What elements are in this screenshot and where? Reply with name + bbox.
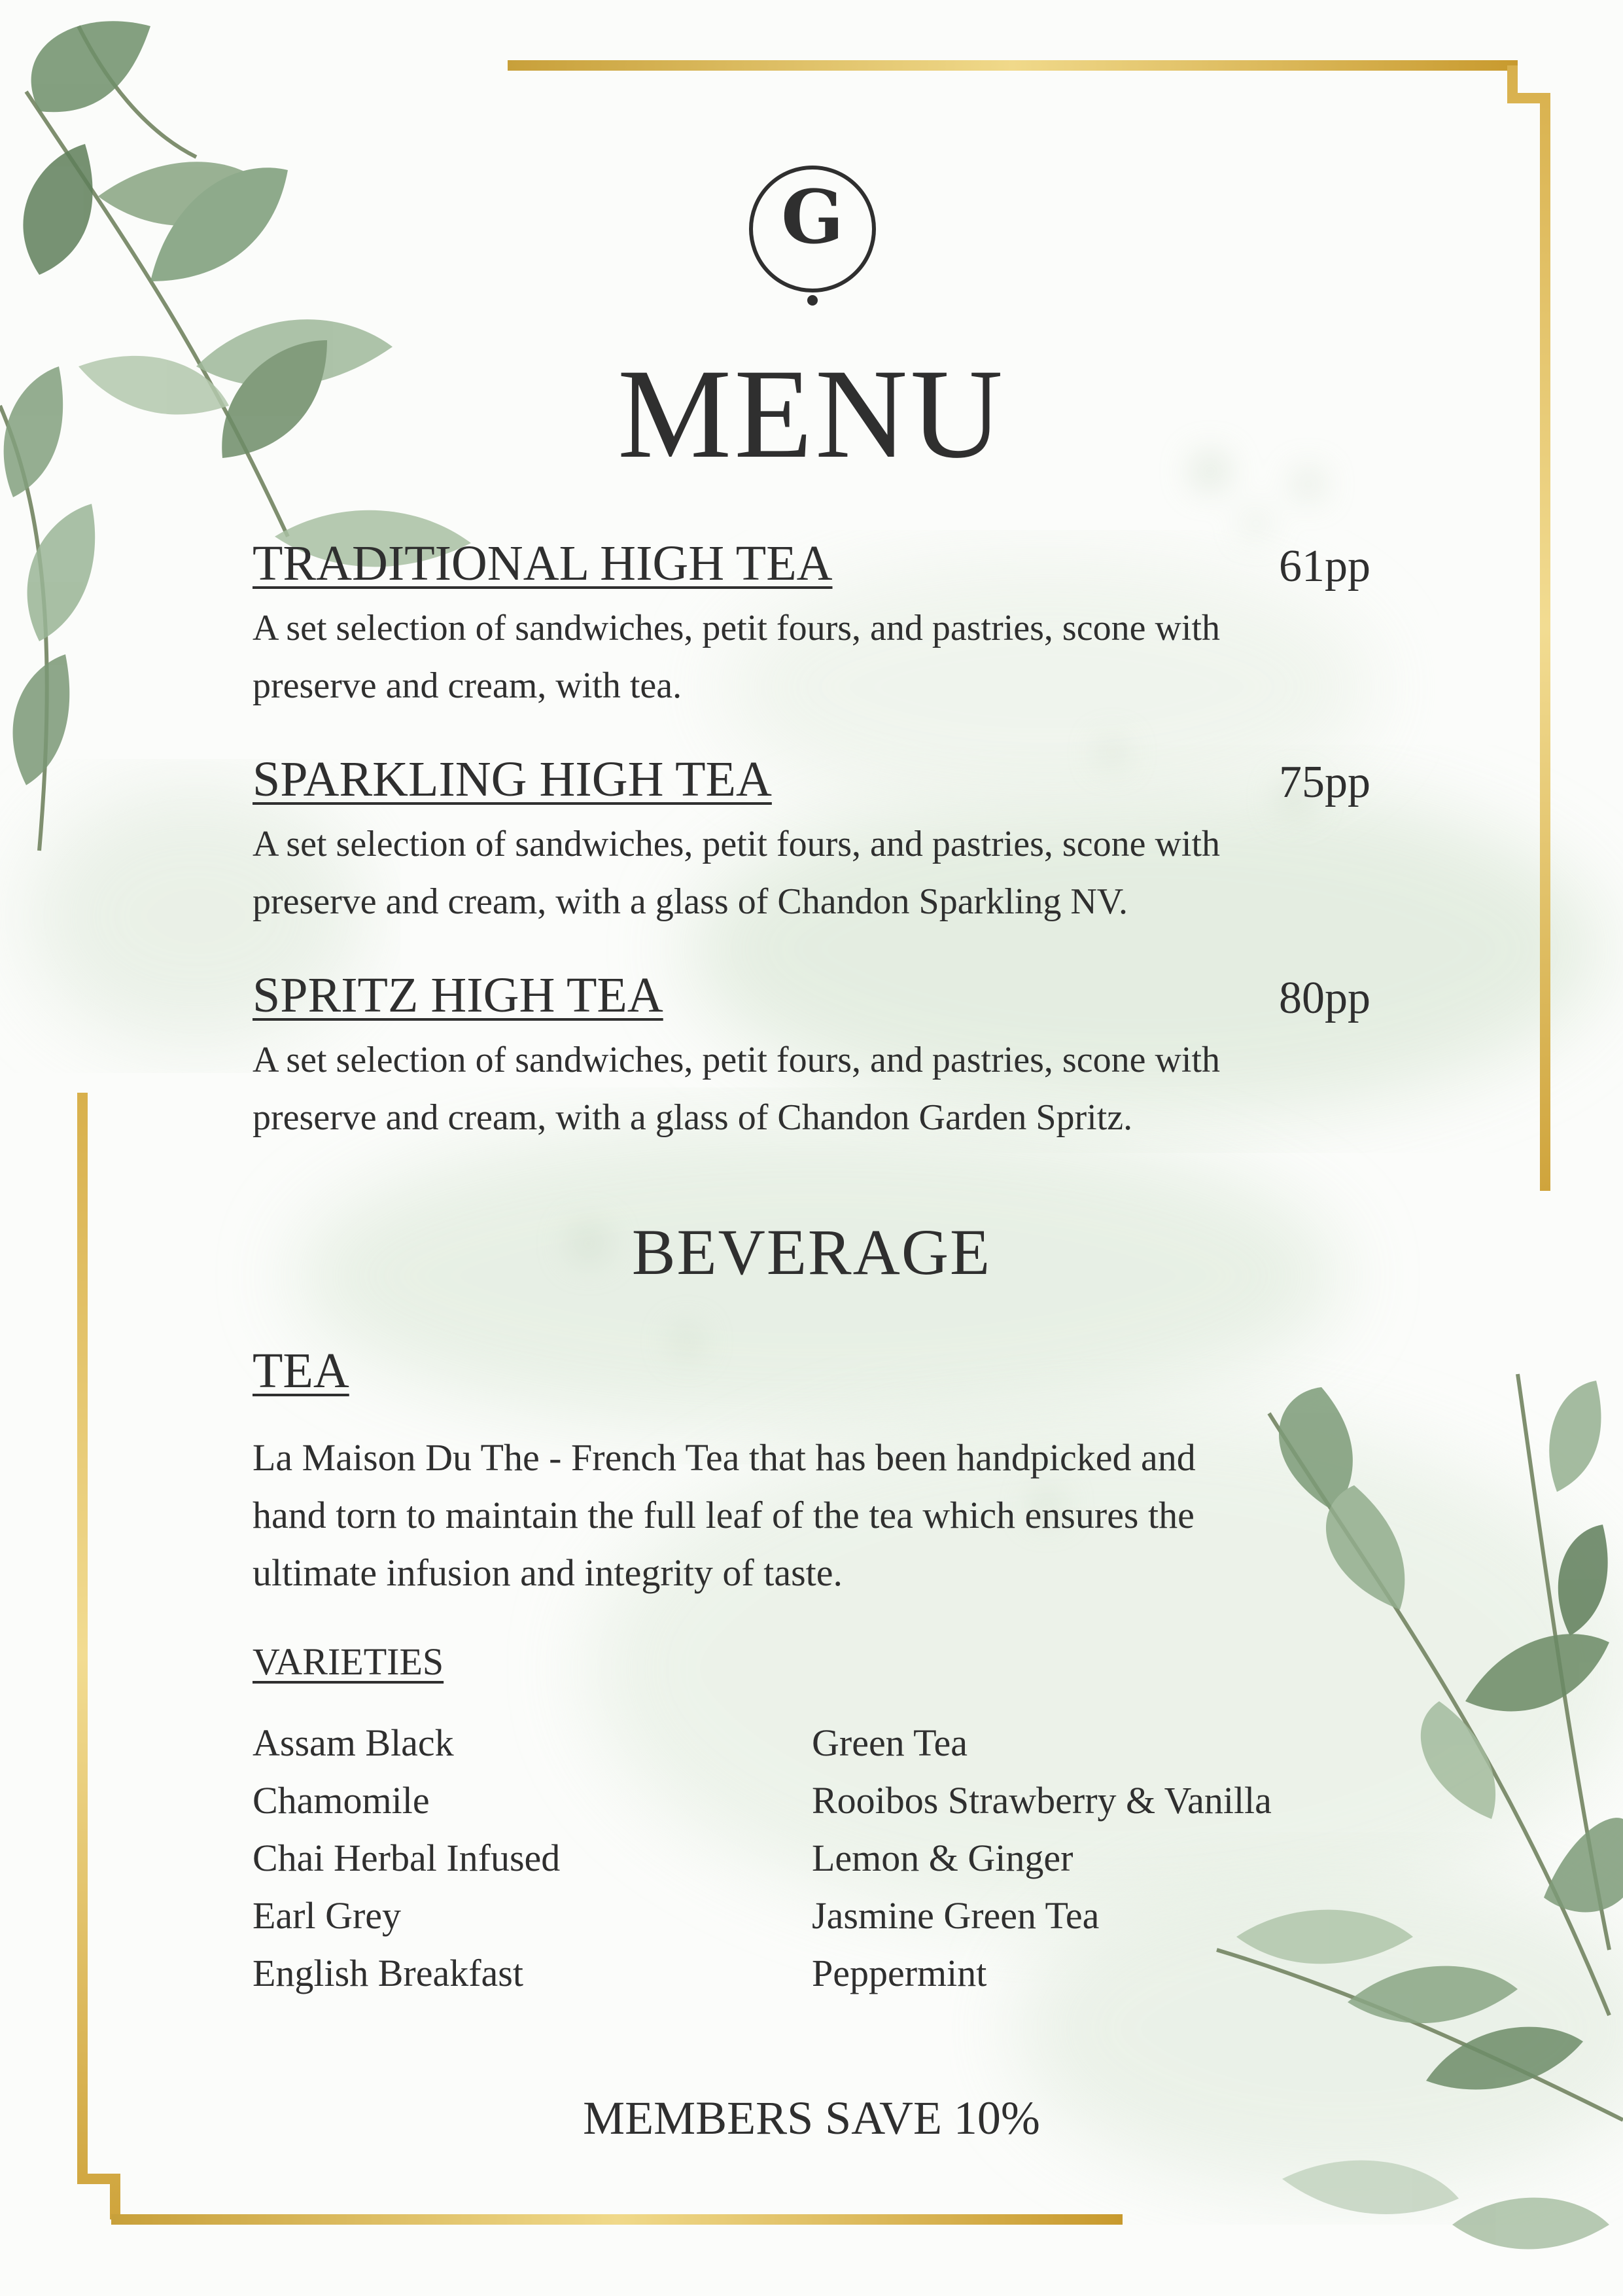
list-item: English Breakfast bbox=[253, 1952, 523, 1994]
menu-item-price: 75pp bbox=[1279, 757, 1370, 807]
description-line: preserve and cream, with tea. bbox=[253, 665, 682, 706]
menu-item-description bbox=[253, 815, 1404, 930]
brand-logo bbox=[746, 163, 879, 307]
description-line: La Maison Du The - French Tea that has been handpicked and bbox=[253, 1436, 1196, 1479]
description-line: A set selection of sandwiches, petit fours, and pastries, scone with bbox=[253, 1040, 1220, 1080]
description-line: hand torn to maintain the full leaf of the tea which ensures the bbox=[253, 1494, 1195, 1536]
description-line: A set selection of sandwiches, petit fours, and pastries, scone with bbox=[253, 824, 1220, 864]
description-line: A set selection of sandwiches, petit fours, and pastries, scone with bbox=[253, 608, 1220, 648]
tea-description bbox=[253, 1429, 1404, 1602]
list-item: Rooibos Strawberry & Vanilla bbox=[812, 1779, 1272, 1822]
beverage-heading: BEVERAGE bbox=[631, 1216, 992, 1288]
list-item: Lemon & Ginger bbox=[812, 1837, 1073, 1879]
list-item: Chai Herbal Infused bbox=[253, 1837, 561, 1879]
tea-heading: TEA bbox=[253, 1343, 349, 1398]
description-line: preserve and cream, with a glass of Chandon Sparkling NV. bbox=[253, 881, 1128, 922]
varieties-list-left bbox=[253, 1714, 560, 2002]
menu-item-description bbox=[253, 599, 1404, 715]
menu-item-price: 61pp bbox=[1279, 541, 1370, 592]
menu-item-name: SPARKLING HIGH TEA bbox=[253, 752, 772, 807]
logo-letter: G bbox=[781, 175, 844, 260]
menu-item-description bbox=[253, 1031, 1404, 1146]
menu-item-price: 80pp bbox=[1279, 973, 1370, 1023]
members-discount-note: MEMBERS SAVE 10% bbox=[583, 2092, 1040, 2144]
description-line: preserve and cream, with a glass of Chandon Garden Spritz. bbox=[253, 1097, 1133, 1138]
varieties-list-right bbox=[812, 1714, 1272, 2002]
list-item: Peppermint bbox=[812, 1952, 987, 1994]
list-item: Assam Black bbox=[253, 1722, 454, 1764]
menu-item-name: TRADITIONAL HIGH TEA bbox=[253, 536, 833, 591]
list-item: Earl Grey bbox=[253, 1894, 402, 1937]
list-item: Green Tea bbox=[812, 1722, 968, 1764]
page-title: MENU bbox=[617, 343, 1006, 485]
varieties-heading: VARIETIES bbox=[253, 1640, 444, 1683]
description-line: ultimate infusion and integrity of taste. bbox=[253, 1551, 843, 1594]
list-item: Jasmine Green Tea bbox=[812, 1894, 1100, 1937]
menu-item-name: SPRITZ HIGH TEA bbox=[253, 968, 663, 1023]
list-item: Chamomile bbox=[253, 1779, 430, 1822]
